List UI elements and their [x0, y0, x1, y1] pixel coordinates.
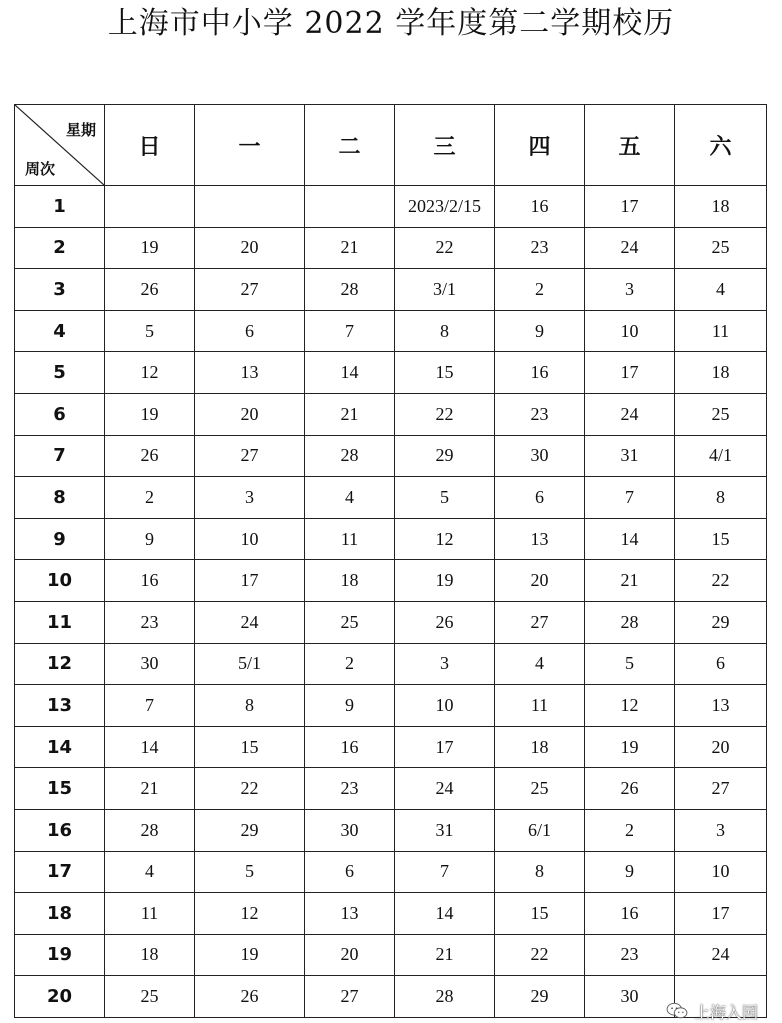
- week-row: [15, 518, 767, 560]
- week-row: [15, 643, 767, 685]
- week-row: [15, 893, 767, 935]
- date-cell-tue: 6: [305, 851, 395, 893]
- date-cell-tue: 21: [305, 393, 395, 435]
- date-cell-mon: 29: [195, 809, 305, 851]
- date-cell-mon: 3: [195, 477, 305, 519]
- date-cell-wed: 15: [395, 352, 495, 394]
- date-cell-tue: 18: [305, 560, 395, 602]
- date-cell-sat: 13: [675, 685, 767, 727]
- calendar-body: [15, 186, 767, 1018]
- date-cell-sat: 4: [675, 269, 767, 311]
- date-cell-sat: 15: [675, 518, 767, 560]
- week-row: [15, 685, 767, 727]
- week-row: [15, 435, 767, 477]
- date-cell-thu: 25: [495, 768, 585, 810]
- week-number: 15: [15, 768, 105, 810]
- week-number: 19: [15, 934, 105, 976]
- date-cell-sat: 22: [675, 560, 767, 602]
- date-cell-thu: 23: [495, 227, 585, 269]
- date-cell-sun: 25: [105, 976, 195, 1018]
- date-cell-thu: 29: [495, 976, 585, 1018]
- header-row: [15, 105, 767, 186]
- date-cell-sun: 18: [105, 934, 195, 976]
- date-cell-mon: 20: [195, 227, 305, 269]
- date-cell-thu: 16: [495, 352, 585, 394]
- week-row: [15, 227, 767, 269]
- date-cell-thu: 4: [495, 643, 585, 685]
- week-row: [15, 976, 767, 1018]
- date-cell-sat: 18: [675, 186, 767, 228]
- date-cell-tue: 13: [305, 893, 395, 935]
- week-number: 17: [15, 851, 105, 893]
- date-cell-sat: 25: [675, 227, 767, 269]
- date-cell-mon: 13: [195, 352, 305, 394]
- date-cell-sun: 16: [105, 560, 195, 602]
- date-cell-sun: 11: [105, 893, 195, 935]
- date-cell-thu: 9: [495, 310, 585, 352]
- date-cell-sat: 27: [675, 768, 767, 810]
- date-cell-wed: 10: [395, 685, 495, 727]
- date-cell-sun: 28: [105, 809, 195, 851]
- date-cell-thu: 27: [495, 601, 585, 643]
- date-cell-sat: 8: [675, 477, 767, 519]
- date-cell-thu: 16: [495, 186, 585, 228]
- week-row: [15, 934, 767, 976]
- date-cell-sun: 7: [105, 685, 195, 727]
- day-header-fri: 五: [585, 105, 675, 186]
- date-cell-sat: 10: [675, 851, 767, 893]
- date-cell-fri: 17: [585, 352, 675, 394]
- date-cell-tue: 27: [305, 976, 395, 1018]
- week-row: [15, 310, 767, 352]
- date-cell-sun: 19: [105, 393, 195, 435]
- date-cell-sat: 17: [675, 893, 767, 935]
- date-cell-fri: 19: [585, 726, 675, 768]
- date-cell-fri: 12: [585, 685, 675, 727]
- date-cell-fri: 17: [585, 186, 675, 228]
- date-cell-sat: 24: [675, 934, 767, 976]
- date-cell-wed: 5: [395, 477, 495, 519]
- date-cell-fri: 28: [585, 601, 675, 643]
- week-number: 7: [15, 435, 105, 477]
- week-number: 18: [15, 893, 105, 935]
- date-cell-sun: 12: [105, 352, 195, 394]
- date-cell-mon: 27: [195, 435, 305, 477]
- week-row: [15, 269, 767, 311]
- date-cell-sat: 29: [675, 601, 767, 643]
- corner-label-week: 周次: [25, 160, 56, 178]
- date-cell-mon: 19: [195, 934, 305, 976]
- date-cell-tue: 21: [305, 227, 395, 269]
- date-cell-tue: 28: [305, 435, 395, 477]
- week-number: 14: [15, 726, 105, 768]
- date-cell-fri: 24: [585, 393, 675, 435]
- date-cell-thu: 23: [495, 393, 585, 435]
- date-cell-thu: 20: [495, 560, 585, 602]
- date-cell-tue: 23: [305, 768, 395, 810]
- date-cell-fri: 2: [585, 809, 675, 851]
- date-cell-sun: 23: [105, 601, 195, 643]
- date-cell-sat: 25: [675, 393, 767, 435]
- date-cell-wed: 31: [395, 809, 495, 851]
- date-cell-mon: 10: [195, 518, 305, 560]
- date-cell-wed: 24: [395, 768, 495, 810]
- date-cell-mon: 20: [195, 393, 305, 435]
- date-cell-fri: 16: [585, 893, 675, 935]
- week-row: [15, 560, 767, 602]
- date-cell-tue: 11: [305, 518, 395, 560]
- date-cell-sun: 19: [105, 227, 195, 269]
- wechat-icon: [666, 1002, 688, 1020]
- date-cell-mon: 22: [195, 768, 305, 810]
- date-cell-fri: 14: [585, 518, 675, 560]
- date-cell-thu: 30: [495, 435, 585, 477]
- date-cell-tue: 9: [305, 685, 395, 727]
- date-cell-wed: 2023/2/15: [395, 186, 495, 228]
- day-header-wed: 三: [395, 105, 495, 186]
- date-cell-fri: 3: [585, 269, 675, 311]
- date-cell-tue: 7: [305, 310, 395, 352]
- date-cell-thu: 2: [495, 269, 585, 311]
- date-cell-wed: 19: [395, 560, 495, 602]
- date-cell-fri: 10: [585, 310, 675, 352]
- date-cell-fri: 23: [585, 934, 675, 976]
- date-cell-wed: 14: [395, 893, 495, 935]
- date-cell-mon: 15: [195, 726, 305, 768]
- week-number: 10: [15, 560, 105, 602]
- date-cell-wed: 8: [395, 310, 495, 352]
- date-cell-sat: 6: [675, 643, 767, 685]
- school-calendar-table: [14, 104, 767, 1018]
- week-number: 5: [15, 352, 105, 394]
- date-cell-mon: 24: [195, 601, 305, 643]
- date-cell-tue: 4: [305, 477, 395, 519]
- date-cell-tue: 16: [305, 726, 395, 768]
- date-cell-sun: 21: [105, 768, 195, 810]
- date-cell-sat: 11: [675, 310, 767, 352]
- date-cell-wed: 29: [395, 435, 495, 477]
- date-cell-thu: 15: [495, 893, 585, 935]
- date-cell-thu: 13: [495, 518, 585, 560]
- week-number: 8: [15, 477, 105, 519]
- week-number: 16: [15, 809, 105, 851]
- corner-header: [15, 105, 105, 186]
- date-cell-sun: 4: [105, 851, 195, 893]
- date-cell-mon: 5/1: [195, 643, 305, 685]
- page-title: 上海市中小学 2022 学年度第二学期校历: [107, 6, 675, 41]
- week-number: 4: [15, 310, 105, 352]
- date-cell-thu: 6: [495, 477, 585, 519]
- date-cell-sat: 20: [675, 726, 767, 768]
- day-header-tue: 二: [305, 105, 395, 186]
- date-cell-mon: 26: [195, 976, 305, 1018]
- day-header-thu: 四: [495, 105, 585, 186]
- corner-label-weekday: 星期: [65, 121, 96, 139]
- date-cell-mon: 6: [195, 310, 305, 352]
- date-cell-sun: 26: [105, 435, 195, 477]
- date-cell-wed: 12: [395, 518, 495, 560]
- week-row: [15, 186, 767, 228]
- date-cell-wed: 3: [395, 643, 495, 685]
- date-cell-fri: 9: [585, 851, 675, 893]
- date-cell-wed: 7: [395, 851, 495, 893]
- week-row: [15, 352, 767, 394]
- week-row: [15, 477, 767, 519]
- date-cell-sun: 9: [105, 518, 195, 560]
- date-cell-fri: 7: [585, 477, 675, 519]
- date-cell-fri: 30: [585, 976, 675, 1018]
- week-number: 3: [15, 269, 105, 311]
- date-cell-sun: [105, 186, 195, 228]
- date-cell-tue: 30: [305, 809, 395, 851]
- date-cell-tue: 2: [305, 643, 395, 685]
- date-cell-tue: 14: [305, 352, 395, 394]
- date-cell-wed: 26: [395, 601, 495, 643]
- date-cell-wed: 28: [395, 976, 495, 1018]
- date-cell-sun: 26: [105, 269, 195, 311]
- date-cell-fri: 5: [585, 643, 675, 685]
- date-cell-sun: 5: [105, 310, 195, 352]
- date-cell-wed: 3/1: [395, 269, 495, 311]
- date-cell-tue: [305, 186, 395, 228]
- week-number: 1: [15, 186, 105, 228]
- date-cell-tue: 25: [305, 601, 395, 643]
- day-header-mon: 一: [195, 105, 305, 186]
- week-number: 6: [15, 393, 105, 435]
- week-row: [15, 809, 767, 851]
- date-cell-wed: 17: [395, 726, 495, 768]
- week-number: 2: [15, 227, 105, 269]
- week-row: [15, 393, 767, 435]
- date-cell-wed: 22: [395, 393, 495, 435]
- date-cell-wed: 21: [395, 934, 495, 976]
- date-cell-sun: 2: [105, 477, 195, 519]
- date-cell-mon: 17: [195, 560, 305, 602]
- date-cell-mon: [195, 186, 305, 228]
- date-cell-mon: 8: [195, 685, 305, 727]
- day-header-sat: 六: [675, 105, 767, 186]
- date-cell-sun: 14: [105, 726, 195, 768]
- date-cell-thu: 22: [495, 934, 585, 976]
- date-cell-mon: 5: [195, 851, 305, 893]
- watermark-text: 上海入园: [693, 1002, 758, 1022]
- date-cell-sat: 18: [675, 352, 767, 394]
- week-number: 20: [15, 976, 105, 1018]
- week-number: 12: [15, 643, 105, 685]
- date-cell-thu: 18: [495, 726, 585, 768]
- date-cell-tue: 20: [305, 934, 395, 976]
- date-cell-sun: 30: [105, 643, 195, 685]
- week-number: 9: [15, 518, 105, 560]
- date-cell-sat: 4/1: [675, 435, 767, 477]
- date-cell-fri: 21: [585, 560, 675, 602]
- date-cell-wed: 22: [395, 227, 495, 269]
- date-cell-thu: 6/1: [495, 809, 585, 851]
- date-cell-thu: 8: [495, 851, 585, 893]
- date-cell-thu: 11: [495, 685, 585, 727]
- week-number: 13: [15, 685, 105, 727]
- date-cell-tue: 28: [305, 269, 395, 311]
- day-header-sun: 日: [105, 105, 195, 186]
- date-cell-fri: 24: [585, 227, 675, 269]
- date-cell-fri: 26: [585, 768, 675, 810]
- date-cell-sat: 3: [675, 809, 767, 851]
- date-cell-mon: 27: [195, 269, 305, 311]
- week-number: 11: [15, 601, 105, 643]
- watermark: [666, 1000, 758, 1022]
- date-cell-mon: 12: [195, 893, 305, 935]
- date-cell-fri: 31: [585, 435, 675, 477]
- week-row: [15, 601, 767, 643]
- week-row: [15, 851, 767, 893]
- week-row: [15, 768, 767, 810]
- week-row: [15, 726, 767, 768]
